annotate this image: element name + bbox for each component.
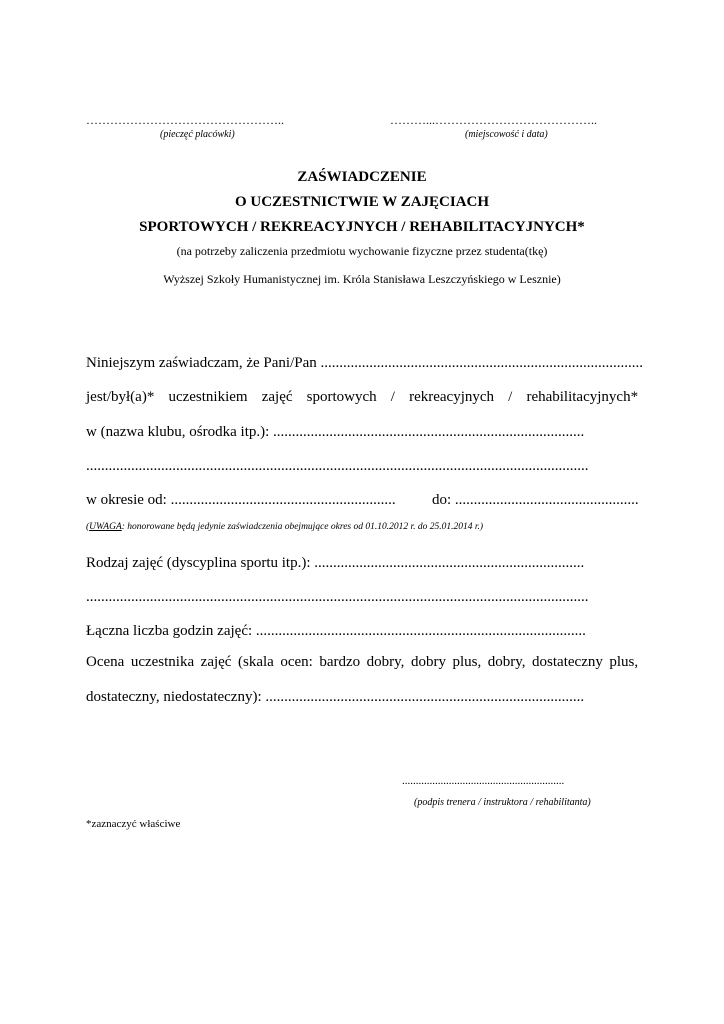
form-word: dobry, bbox=[487, 654, 526, 670]
document-title-line3: SPORTOWYCH / REKREACYJNYCH / REHABILITACYJNYCH* bbox=[139, 219, 585, 235]
form-line-name: Niniejszym zaświadczam, że Pani/Pan ...................................................................................... bbox=[86, 355, 644, 371]
form-line-club: w (nazwa klubu, ośrodka itp.): ................................................................................... bbox=[86, 424, 585, 440]
stamp-dots: ………………………………………….. bbox=[86, 113, 284, 127]
form-period-from: w okresie od: ............................................................ bbox=[86, 492, 396, 508]
form-word: (skala bbox=[237, 654, 274, 670]
form-word: plus, bbox=[609, 654, 639, 670]
form-word: dostateczny bbox=[532, 654, 603, 670]
signature-dots: ........................................................... bbox=[402, 775, 565, 787]
document-subtitle-line2: Wyższej Szkoły Humanistycznej im. Króla Stanisława Leszczyńskiego w Lesznie) bbox=[163, 272, 561, 286]
form-word: / bbox=[390, 389, 395, 405]
form-word: / bbox=[508, 389, 513, 405]
form-word: jest/był(a)* bbox=[86, 389, 155, 405]
form-word: uczestnika bbox=[130, 654, 195, 670]
form-line-grade-continued: dostateczny, niedostateczny): ..................................................................................... bbox=[86, 689, 585, 705]
footnote: *zaznaczyć właściwe bbox=[86, 818, 181, 830]
form-line-participant bbox=[86, 389, 638, 406]
form-word: Ocena bbox=[86, 654, 125, 670]
form-line-hours: Łączna liczba godzin zajęć: ........................................................................................ bbox=[86, 623, 586, 639]
form-word: sportowych bbox=[306, 389, 377, 405]
note-text: : honorowane będą jedynie zaświadczenia obejmujące okres od 01.10.2012 r. do 25.01.2014 r.) bbox=[121, 522, 484, 532]
form-word: ocen: bbox=[280, 654, 313, 670]
place-date-caption: (miejscowość i data) bbox=[465, 129, 548, 140]
document-title: ZAŚWIADCZENIE bbox=[297, 169, 427, 185]
form-word: rehabilitacyjnych* bbox=[526, 389, 639, 405]
note-label: UWAGA bbox=[89, 522, 122, 532]
form-word: plus, bbox=[452, 654, 482, 670]
form-word: rekreacyjnych bbox=[409, 389, 495, 405]
document-subtitle: (na potrzeby zaliczenia przedmiotu wychowanie fizyczne przez studenta(tkę) bbox=[176, 244, 548, 258]
form-word: zajęć bbox=[200, 654, 232, 670]
form-word: uczestnikiem bbox=[168, 389, 248, 405]
form-line-grade bbox=[86, 654, 638, 671]
form-line-discipline: Rodzaj zajęć (dyscyplina sportu itp.): ........................................................................ bbox=[86, 555, 585, 571]
signature-caption: (podpis trenera / instruktora / rehabilitanta) bbox=[414, 797, 591, 808]
place-date-dots: ………...………………………………….. bbox=[390, 113, 597, 127]
form-word: dobry, bbox=[366, 654, 405, 670]
form-line-club-continued: ...................................................................................................................................... bbox=[86, 458, 589, 474]
document-title-line2: O UCZESTNICTWIE W ZAJĘCIACH bbox=[234, 194, 490, 210]
form-word: zajęć bbox=[261, 389, 293, 405]
stamp-caption: (pieczęć placówki) bbox=[160, 129, 235, 140]
form-period-to: do: ................................................. bbox=[432, 492, 639, 508]
form-line-discipline-continued: ...................................................................................................................................... bbox=[86, 589, 589, 605]
form-word: dobry bbox=[410, 654, 446, 670]
form-word: bardzo bbox=[319, 654, 361, 670]
form-note: (UWAGA: honorowane będą jedynie zaświadczenia obejmujące okres od 01.10.2012 r. do 25.01.2014 r.) bbox=[86, 522, 484, 532]
